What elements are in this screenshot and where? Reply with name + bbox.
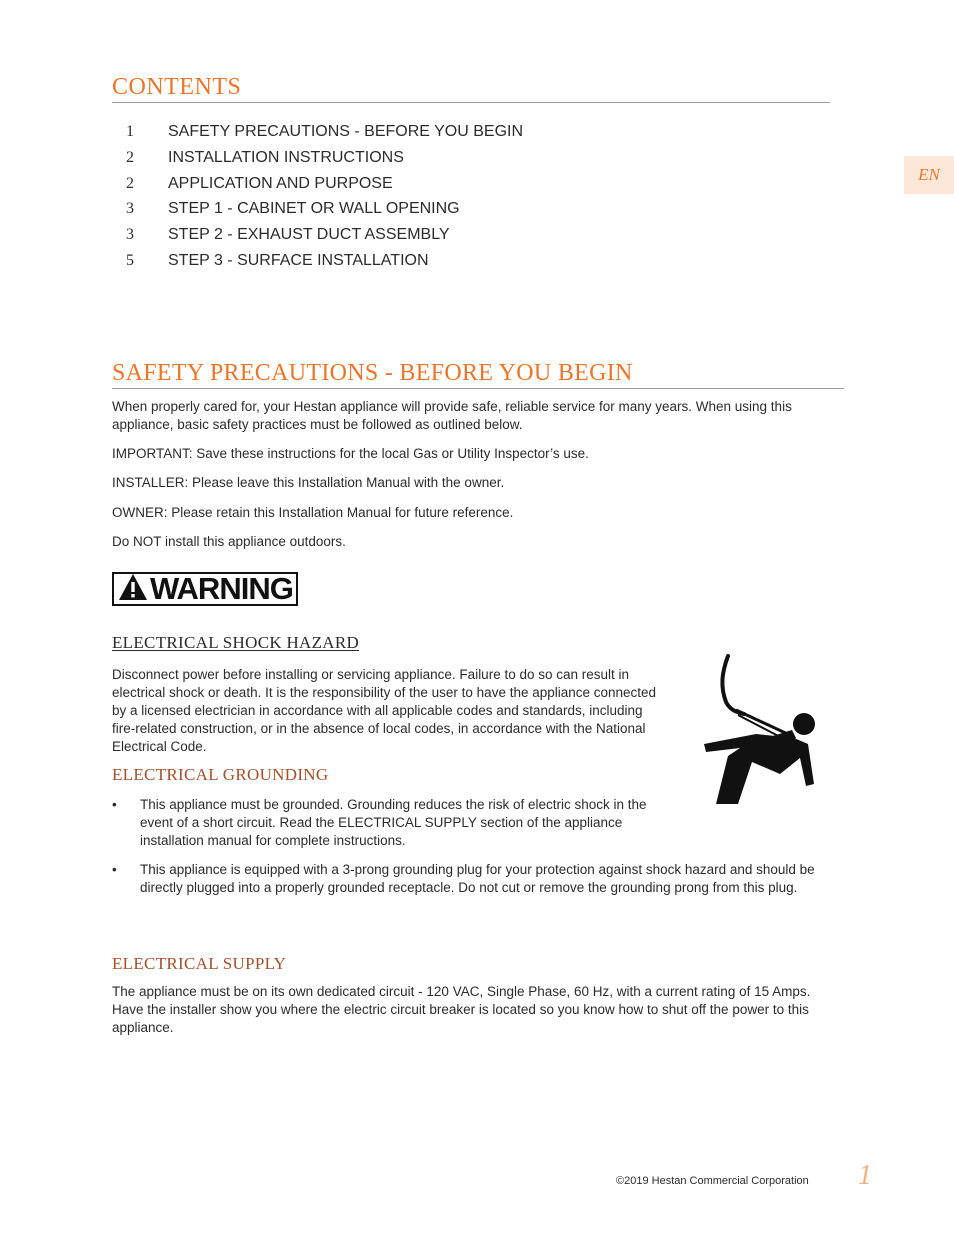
warning-triangle-icon <box>118 573 148 606</box>
installer-note: INSTALLER: Please leave this Installation Manual with the owner. <box>112 475 505 490</box>
toc-title: STEP 3 - SURFACE INSTALLATION <box>168 251 429 269</box>
contents-heading: CONTENTS <box>112 72 830 103</box>
supply-body: The appliance must be on its own dedicated circuit - 120 VAC, Single Phase, 60 Hz, with a current rating of 15 Amps. Have the installer show you where the electric circuit breaker is located so you know how to shut off the power to this appliance. <box>112 984 811 1035</box>
toc-page-number: 3 <box>126 200 134 218</box>
toc-title: SAFETY PRECAUTIONS - BEFORE YOU BEGIN <box>168 123 524 140</box>
outdoors-note: Do NOT install this appliance outdoors. <box>112 534 346 549</box>
grounding-heading: ELECTRICAL GROUNDING <box>112 765 329 784</box>
toc-item[interactable] <box>126 174 726 200</box>
grounding-bullet <box>112 861 832 915</box>
shock-hazard-body: Disconnect power before installing or servicing appliance. Failure to do so can result in electrical shock or death. It is the responsibility of the user to have the appliance connected by a licensed electrician in accordance with all applicable codes and standards, including fire-related construction, or in the absence of local codes, in accordance with the National Electrical Code. <box>112 667 657 754</box>
toc-title: STEP 1 - CABINET OR WALL OPENING <box>168 200 460 218</box>
table-of-contents <box>126 122 726 277</box>
bullet-text: This appliance is equipped with a 3-prong grounding plug for your protection against shock hazard and should be directly plugged into a properly grounded receptacle. Do not cut or remove the grounding prong from this plug. <box>140 862 815 895</box>
toc-page-number: 2 <box>126 148 134 166</box>
shock-hazard-heading: ELECTRICAL SHOCK HAZARD <box>112 633 360 652</box>
toc-item[interactable] <box>126 199 726 225</box>
toc-item[interactable] <box>126 251 726 277</box>
bullet-dot: • <box>112 862 117 877</box>
toc-item[interactable] <box>126 225 726 251</box>
toc-item[interactable] <box>126 122 726 148</box>
toc-page-number: 2 <box>126 174 134 192</box>
toc-page-number: 3 <box>126 226 134 244</box>
electric-shock-figure-icon <box>700 652 822 812</box>
warning-text: WARNING <box>150 571 293 606</box>
safety-intro: When properly cared for, your Hestan appliance will provide safe, reliable service for many years. When using this appliance, basic safety practices must be followed as outlined below. <box>112 399 792 432</box>
warning-label <box>112 572 298 606</box>
grounding-bullet <box>112 796 672 850</box>
owner-note: OWNER: Please retain this Installation Manual for future reference. <box>112 505 514 520</box>
footer-copyright: ©2019 Hestan Commercial Corporation <box>616 1175 809 1187</box>
toc-page-number: 1 <box>126 123 134 140</box>
bullet-dot: • <box>112 797 117 812</box>
important-note: IMPORTANT: Save these instructions for the local Gas or Utility Inspector’s use. <box>112 446 589 461</box>
toc-item[interactable] <box>126 148 726 174</box>
toc-title: INSTALLATION INSTRUCTIONS <box>168 148 404 166</box>
safety-heading: SAFETY PRECAUTIONS - BEFORE YOU BEGIN <box>112 358 844 389</box>
toc-page-number: 5 <box>126 251 134 269</box>
page-number: 1 <box>858 1160 872 1191</box>
toc-title: STEP 2 - EXHAUST DUCT ASSEMBLY <box>168 226 450 244</box>
supply-heading: ELECTRICAL SUPPLY <box>112 954 287 973</box>
toc-title: APPLICATION AND PURPOSE <box>168 174 393 192</box>
language-tab-en[interactable]: EN <box>904 156 954 194</box>
bullet-text: This appliance must be grounded. Grounding reduces the risk of electric shock in the event of a short circuit. Read the ELECTRICAL SUPPLY section of the appliance installation manual for complete instructions. <box>140 797 647 848</box>
